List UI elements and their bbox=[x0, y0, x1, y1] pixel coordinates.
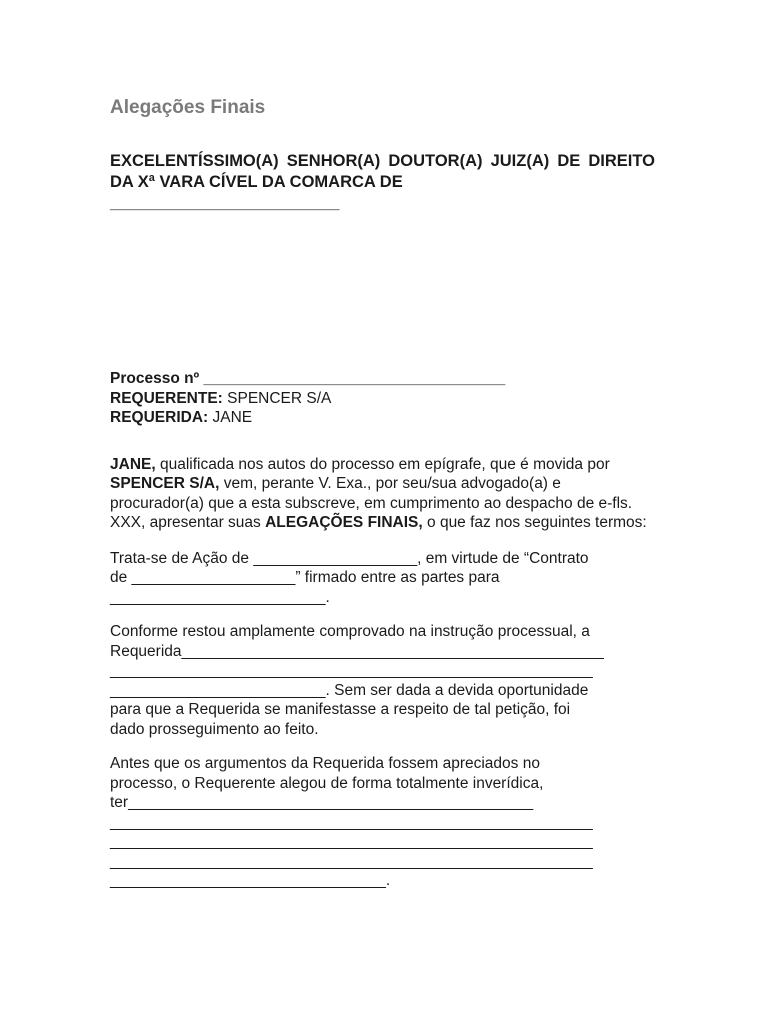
p3-line2: processo, o Requerente alegou de forma totalmente inverídica, bbox=[110, 774, 544, 792]
p2-line1: Conforme restou amplamente comprovado na instrução processual, a bbox=[110, 623, 590, 640]
p3-line4: ________________________________________________________ bbox=[110, 813, 593, 831]
intro-paragraph bbox=[110, 455, 655, 533]
intro-name: JANE, bbox=[110, 455, 156, 473]
p3-line5: ________________________________________________________ bbox=[110, 833, 593, 850]
processo-line bbox=[110, 369, 655, 389]
p2-line3: ________________________________________________________ bbox=[110, 662, 593, 679]
requerente-line bbox=[110, 389, 655, 409]
p3-line6: ________________________________________________________ bbox=[110, 852, 593, 870]
requerente-value: SPENCER S/A bbox=[227, 389, 332, 407]
address-blank: _________________________ bbox=[110, 194, 340, 212]
p1-line2: de ___________________” firmado entre as partes para bbox=[110, 569, 500, 586]
processo-label: Processo nº bbox=[110, 370, 200, 387]
intro-highlight: ALEGAÇÕES FINAIS, bbox=[265, 514, 423, 531]
document-page bbox=[110, 96, 655, 891]
requerida-value: JANE bbox=[212, 409, 253, 426]
spacer bbox=[110, 214, 655, 369]
p2-line4: _________________________. Sem ser dada a devida oportunidade bbox=[110, 681, 589, 699]
p3-line3: ter_______________________________________________ bbox=[110, 794, 534, 811]
p2-line2: Requerida_________________________________________________ bbox=[110, 642, 604, 660]
requerente-label: REQUERENTE: bbox=[110, 389, 223, 407]
document-title: Alegações Finais bbox=[110, 97, 266, 118]
paragraph-antes bbox=[110, 754, 655, 891]
p2-line6: dado prosseguimento ao feito. bbox=[110, 720, 319, 738]
intro-part1: qualificada nos autos do processo em epígrafe, que é movida por bbox=[159, 455, 610, 473]
address-text: EXCELENTÍSSIMO(A) SENHOR(A) DOUTOR(A) JUIZ(A) DE DIREITO DA Xª VARA CÍVEL DA COMARCA DE bbox=[110, 152, 655, 191]
requerida-label: REQUERIDA: bbox=[110, 409, 209, 426]
p1-line1: Trata-se de Ação de ___________________, em virtude de “Contrato bbox=[110, 549, 589, 567]
p1-line3: _________________________. bbox=[110, 588, 330, 606]
processo-blank: ___________________________________ bbox=[203, 370, 506, 387]
paragraph-acao bbox=[110, 549, 655, 608]
intro-company: SPENCER S/A, bbox=[110, 475, 220, 492]
address-heading bbox=[110, 151, 655, 214]
intro-part3: o que faz nos seguintes termos: bbox=[427, 514, 647, 531]
paragraph-conforme bbox=[110, 622, 655, 739]
p3-line7: ________________________________. bbox=[110, 872, 391, 889]
intro-part2: vem, perante V. Exa., por seu/sua advogado(a) e procurador(a) que a esta subscreve, em cumprimento ao despacho de e-fls. XXX, apresentar suas bbox=[110, 475, 633, 531]
case-info bbox=[110, 369, 655, 428]
p2-line5: para que a Requerida se manifestasse a respeito de tal petição, foi bbox=[110, 701, 571, 718]
p3-line1: Antes que os argumentos da Requerida fossem apreciados no bbox=[110, 755, 540, 772]
requerida-line bbox=[110, 408, 655, 428]
